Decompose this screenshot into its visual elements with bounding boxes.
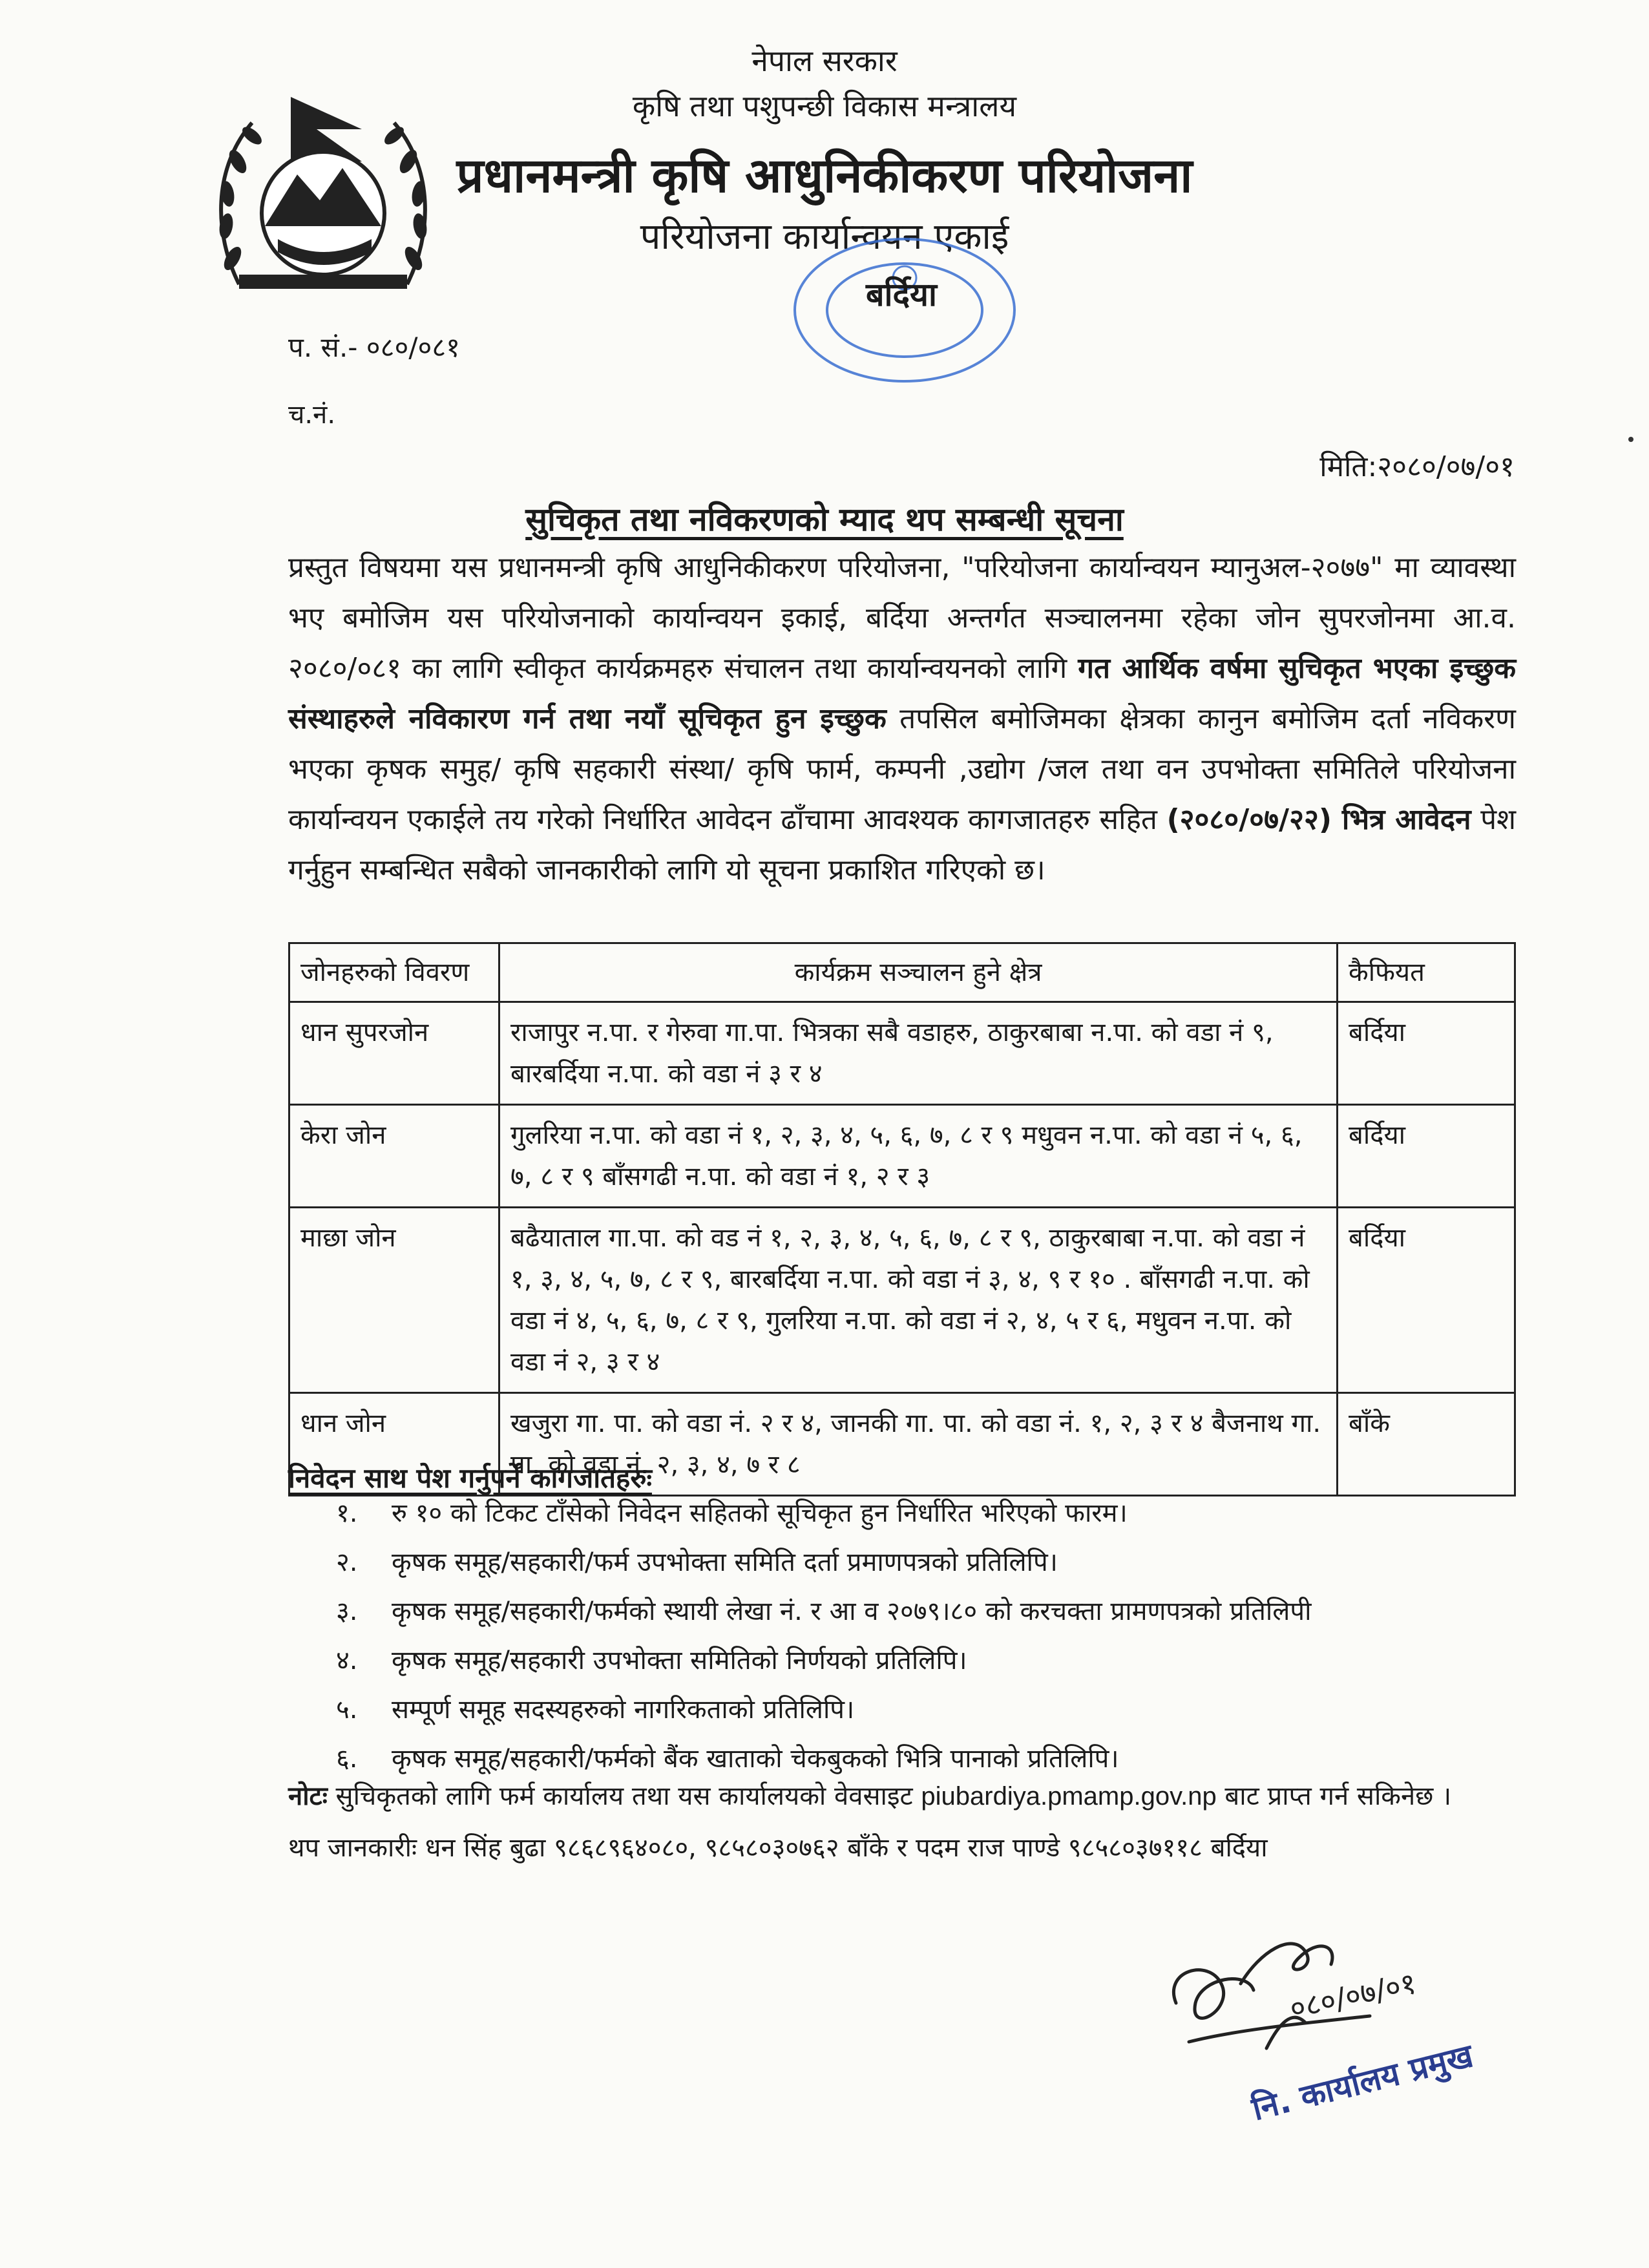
office-seal-stamp: [775, 233, 1034, 401]
website-link[interactable]: piubardiya.pmamp.gov.np: [921, 1782, 1217, 1811]
ministry-name: कृषि तथा पशुपन्छी विकास मन्त्रालय: [632, 89, 1017, 123]
area-cell: राजापुर न.पा. र गेरुवा गा.पा. भित्रका सबै वडाहरु, ठाकुरबाबा न.पा. को वडा नं ९, बारबर्दिया न.पा. को वडा नं ३ र ४: [499, 1002, 1338, 1105]
dispatch-number: च.नं.: [288, 400, 336, 430]
area-cell: बढैयाताल गा.पा. को वड नं १, २, ३, ४, ५, ६, ७, ८ र ९, ठाकुरबाबा न.पा. को वडा नं १, ३, ४, ५, ७, ८ र ९, बारबर्दिया न.पा. को वडा नं ३, ४, ९ र १० . बाँसगढी न.पा. को वडा नं ४, ५, ६, ७, ८ र ९, गुलरिया न.पा. को वडा नं २, ४, ५ र ६, मधुवन न.पा. को वडा नं २, ३ र ४: [499, 1208, 1338, 1393]
office-head-title: नि. कार्यालय प्रमुख: [1248, 2037, 1477, 2128]
list-text: कृषक समूह/सहकारी/फर्मको बैंक खाताको चेकबुकको भित्रि पानाको प्रतिलिपि।: [392, 1744, 1119, 1774]
note-line: [288, 1770, 1516, 1822]
body-text-1: प्रस्तुत विषयमा यस प्रधानमन्त्री कृषि आधुनिकीकरण परियोजना, "परियोजना कार्यान्वयन म्यानुअल-२०७७" मा व्यावस्था भए बमोजिम यस परियोजनाको कार्यान्वयन इकाई, बर्दिया अन्तर्गत सञ्चालनमा रहेका जोन सुपरजोनमा आ.व. २०८०/०८१ का लागि स्वीकृत कार्यक्रमहरु संचालन तथा कार्यान्वयनको लागि: [288, 551, 1516, 685]
body-bold-2: (२०८०/०७/२२) भित्र आवेदन: [1166, 803, 1471, 836]
zone-cell: धान सुपरजोन: [289, 1002, 499, 1105]
documents-list: [336, 1489, 1312, 1783]
zone-cell: माछा जोन: [289, 1208, 499, 1393]
notice-date: मिति:२०८०/०७/०१: [1319, 450, 1515, 483]
note-section: [288, 1770, 1516, 1874]
body-text-3: पेश गर्नुहुन सम्बन्धित सबैको जानकारीको लागि यो सूचना प्रकाशित गरिएको छ।: [288, 803, 1517, 887]
list-number: ५.: [336, 1695, 358, 1725]
list-text: सम्पूर्ण समूह सदस्यहरुको नागरिकताको प्रतिलिपि।: [392, 1695, 855, 1725]
list-item: [336, 1636, 1312, 1685]
unit-name: परियोजना कार्यान्वयन एकाई: [640, 216, 1009, 258]
table-row: [289, 1105, 1515, 1208]
district-name: बर्दिया: [866, 276, 937, 313]
zone-cell: धान जोन: [289, 1393, 499, 1496]
remark-cell: बर्दिया: [1338, 1208, 1515, 1393]
area-cell: खजुरा गा. पा. को वडा नं. २ र ४, जानकी गा. पा. को वडा नं. १, २, ३ र ४ बैजनाथ गा. पा. को वडा नं. २, ३, ४, ७ र ८: [499, 1393, 1338, 1496]
body-bold-1: गत आर्थिक वर्षमा सुचिकृत भएका इच्छुक संस्थाहरुले नविकारण गर्न तथा नयाँ सूचिकृत हुन इच्छुक: [288, 652, 1517, 735]
contact-info: थप जानकारीः धन सिंह बुढा ९८६८९६४०८०, ९८५८०३०७६२ बाँके र पदम राज पाण्डे ९८५८०३७११८ बर्दिया: [288, 1833, 1268, 1863]
reference-number: प. सं.- ०८०/०८१: [288, 331, 460, 363]
notice-body: [288, 543, 1516, 896]
svg-text:०८०/०७/०१: ०८०/०७/०१: [1287, 1965, 1420, 2026]
list-number: ६.: [336, 1744, 358, 1774]
note-text: सुचिकृतको लागि फर्म कार्यालय तथा यस कार्यालयको वेवसाइट: [327, 1781, 921, 1811]
list-number: ३.: [336, 1597, 358, 1626]
table-header-row: [289, 943, 1515, 1002]
list-text: कृषक समूह/सहकारी/फर्मको स्थायी लेखा नं. र आ व २०७९।८० को करचक्ता प्रामणपत्रको प्रतिलिपी: [392, 1597, 1312, 1626]
table-row: [289, 1208, 1515, 1393]
area-cell: गुलरिया न.पा. को वडा नं १, २, ३, ४, ५, ६, ७, ८ र ९ मधुवन न.पा. को वडा नं ५, ६, ७, ८ र ९ बाँसगढी न.पा. को वडा नं १, २ र ३: [499, 1105, 1338, 1208]
table-row: [289, 1002, 1515, 1105]
zone-table: [288, 942, 1516, 1496]
remark-cell: बर्दिया: [1338, 1105, 1515, 1208]
list-text: रु १० को टिकट टाँसेको निवेदन सहितको सूचिकृत हुन निर्धारित भरिएको फारम।: [392, 1498, 1128, 1528]
note-label: नोटः: [288, 1781, 328, 1811]
list-item: [336, 1489, 1312, 1538]
stray-dot: [1628, 437, 1633, 442]
government-name: नेपाल सरकार: [751, 43, 898, 78]
remark-cell: बाँके: [1338, 1393, 1515, 1496]
list-item: [336, 1587, 1312, 1636]
list-number: १.: [336, 1498, 358, 1528]
list-number: ४.: [336, 1646, 358, 1675]
list-number: २.: [336, 1548, 358, 1577]
notice-title: सुचिकृत तथा नविकरणको म्याद थप सम्बन्धी सूचना: [525, 501, 1124, 538]
body-text-2: तपसिल बमोजिमका क्षेत्रका कानुन बमोजिम दर्ता नविकरण भएका कृषक समुह/ कृषि सहकारी संस्था/ कृषि फार्म, कम्पनी ,उद्योग /जल तथा वन उपभोक्ता समितिले परियोजना कार्यान्वयन एकाईले तय गरेको निर्धारित आवेदन ढाँचामा आवश्यक कागजातहरु सहित: [288, 702, 1516, 836]
header-area: कार्यक्रम सञ्चालन हुने क्षेत्र: [499, 943, 1338, 1002]
header-remark: कैफियत: [1338, 943, 1515, 1002]
remark-cell: बर्दिया: [1338, 1002, 1515, 1105]
list-text: कृषक समूह/सहकारी उपभोक्ता समितिको निर्णयको प्रतिलिपि।: [392, 1646, 967, 1675]
zone-cell: केरा जोन: [289, 1105, 499, 1208]
list-item: [336, 1538, 1312, 1587]
list-item: [336, 1685, 1312, 1734]
note-text-end: बाट प्राप्त गर्न सकिनेछ ।: [1216, 1781, 1452, 1811]
header-zone: जोनहरुको विवरण: [289, 943, 499, 1002]
project-name: प्रधानमन्त्री कृषि आधुनिकीकरण परियोजना: [456, 148, 1193, 204]
documents-title: निवेदन साथ पेश गर्नुपर्ने कागजातहरुः: [288, 1462, 652, 1494]
list-text: कृषक समूह/सहकारी/फर्म उपभोक्ता समिति दर्ता प्रमाणपत्रको प्रतिलिपि।: [392, 1548, 1058, 1577]
